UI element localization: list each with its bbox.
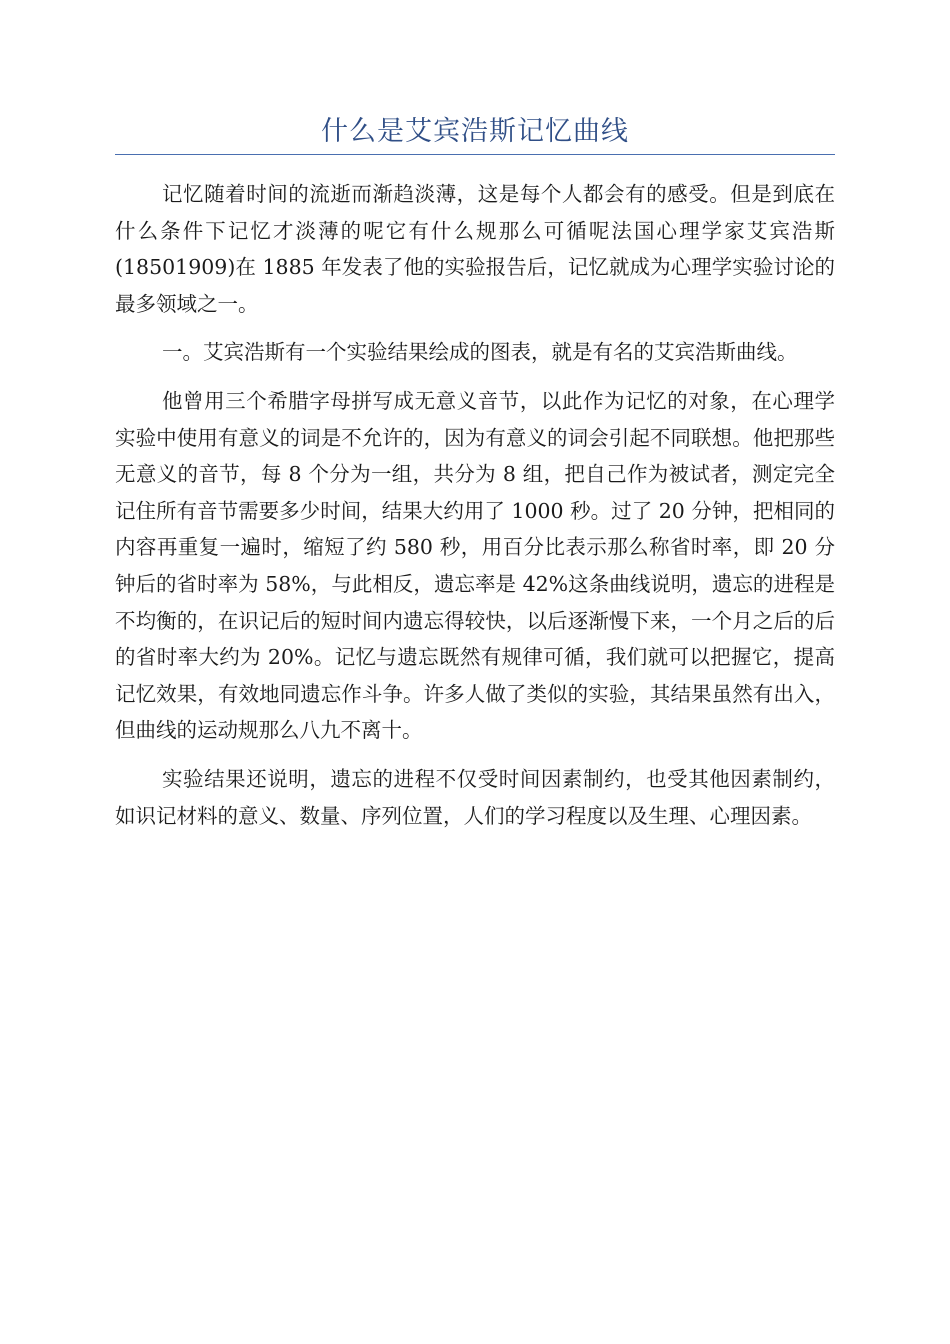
page-title: 什么是艾宾浩斯记忆曲线 bbox=[321, 116, 629, 147]
paragraph-3: 他曾用三个希腊字母拼写成无意义音节，以此作为记忆的对象，在心理学实验中使用有意义的词是不允许的，因为有意义的词会引起不同联想。他把那些无意义的音节，每 8 个分为一组，共分为 8 组，把自己作为被试者，测定完全记住所有音节需要多少时间，结果大约用了 1000 秒。过了 20 分钟，把相同的内容再重复一遍时，缩短了约 580 秒，用百分比表示那么称省时率，即 20 分钟后的省时率为 58%，与此相反，遗忘率是 42%这条曲线说明，遗忘的进程是不均衡的，在识记后的短时间内遗忘得较快，以后逐渐慢下来，一个月之后的后的省时率大约为 20%。记忆与遗忘既然有规律可循，我们就可以把握它，提高记忆效果，有效地同遗忘作斗争。许多人做了类似的实验，其结果虽然有出入，但曲线的运动规那么八九不离十。 bbox=[115, 388, 835, 743]
paragraph-2: 一。艾宾浩斯有一个实验结果绘成的图表，就是有名的艾宾浩斯曲线。 bbox=[162, 340, 798, 365]
document-body bbox=[115, 176, 835, 846]
paragraph-4: 实验结果还说明，遗忘的进程不仅受时间因素制约，也受其他因素制约，如识记材料的意义、数量、序列位置，人们的学习程度以及生理、心理因素。 bbox=[115, 766, 835, 828]
title-underline bbox=[115, 154, 835, 155]
paragraph-1: 记忆随着时间的流逝而渐趋淡薄，这是每个人都会有的感受。但是到底在什么条件下记忆才淡薄的呢它有什么规那么可循呢法国心理学家艾宾浩斯(18501909)在 1885 年发表了他的实验报告后，记忆就成为心理学实验讨论的最多领域之一。 bbox=[115, 182, 835, 316]
